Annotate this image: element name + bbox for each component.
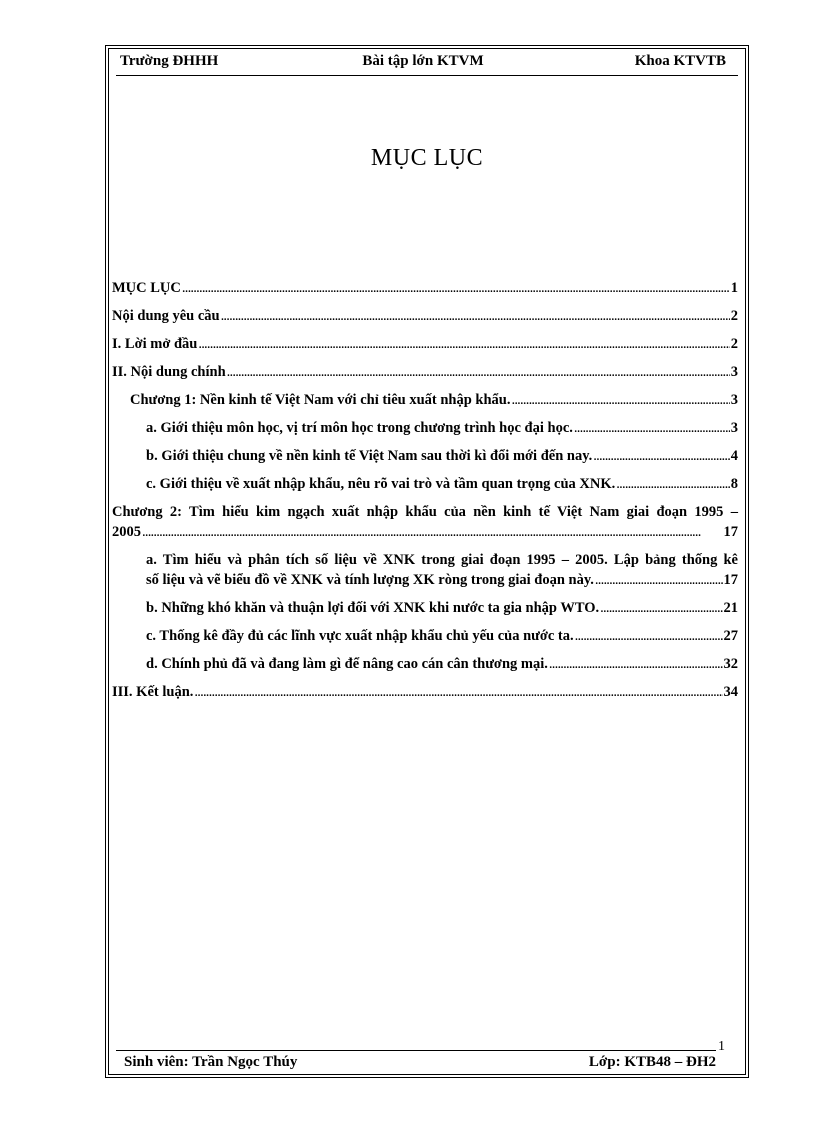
toc-leader	[593, 446, 729, 466]
toc-leader	[575, 626, 723, 646]
toc-entry[interactable]	[112, 626, 738, 654]
toc-page-number: 21	[723, 600, 738, 616]
toc-page-number: 32	[723, 656, 738, 672]
toc-entry-text: III. Kết luận.	[112, 684, 194, 700]
toc-entry-text-line1: Chương 2: Tìm hiểu kim ngạch xuất nhập khẩu của nền kinh tế Việt Nam giai đoạn 1995 –	[112, 504, 738, 520]
toc-entry[interactable]	[112, 306, 738, 334]
toc-entry[interactable]	[112, 598, 738, 626]
toc-entry[interactable]	[112, 362, 738, 390]
toc-page-number: 4	[730, 448, 738, 464]
toc-leader	[194, 682, 722, 702]
toc-page-number: 34	[723, 684, 738, 700]
header-school: Trường ĐHHH	[120, 53, 219, 69]
toc-entry[interactable]	[112, 334, 738, 362]
toc-entry[interactable]	[112, 550, 738, 590]
toc-entry[interactable]	[112, 654, 738, 682]
toc-leader	[182, 278, 730, 298]
header-faculty: Khoa KTVTB	[634, 53, 726, 69]
toc-page-number: 17	[723, 524, 738, 540]
page-number: 1	[718, 1039, 725, 1054]
toc-entry-text: b. Những khó khăn và thuận lợi đối với XNK khi nước ta gia nhập WTO.	[146, 600, 600, 616]
toc-page-number: 2	[730, 308, 738, 324]
toc-entry-text: II. Nội dung chính	[112, 364, 226, 380]
toc-leader	[227, 362, 730, 382]
toc-leader	[600, 598, 722, 618]
toc-page-number: 1	[730, 280, 738, 296]
toc-leader	[595, 570, 723, 590]
toc-page-number: 8	[730, 476, 738, 492]
toc-page-number: 2	[730, 336, 738, 352]
toc-leader	[198, 334, 729, 354]
toc-entry-text: I. Lời mở đầu	[112, 336, 198, 352]
toc-page-number: 3	[730, 364, 738, 380]
page-header	[120, 53, 726, 73]
toc-entry-text: Nội dung yêu cầu	[112, 308, 220, 324]
toc-entry-text-line1: a. Tìm hiểu và phân tích số liệu về XNK trong giai đoạn 1995 – 2005. Lập bảng thống kê	[146, 552, 738, 568]
toc-page-number: 3	[730, 392, 738, 408]
toc-entry[interactable]	[112, 446, 738, 474]
footer-class: Lớp: KTB48 – ĐH2	[588, 1054, 716, 1070]
table-of-contents	[112, 278, 738, 710]
toc-entry-text: c. Thống kê đầy đủ các lĩnh vực xuất nhập khẩu chủ yếu của nước ta.	[146, 628, 574, 644]
toc-leader	[511, 390, 729, 410]
header-divider	[116, 75, 738, 76]
toc-entry-chapter-1[interactable]	[112, 390, 738, 418]
toc-entry-text: MỤC LỤC	[112, 280, 181, 296]
toc-leader	[574, 418, 730, 438]
toc-entry-text-line2: 2005	[112, 524, 141, 540]
toc-leader	[142, 522, 723, 542]
page-footer	[124, 1054, 716, 1074]
header-assignment: Bài tập lớn KTVM	[362, 53, 484, 69]
toc-entry-text: Chương 1: Nền kinh tế Việt Nam với chỉ tiêu xuất nhập khẩu.	[130, 392, 511, 408]
toc-entry[interactable]	[112, 278, 738, 306]
toc-entry-text: b. Giới thiệu chung về nền kinh tế Việt Nam sau thời kì đổi mới đến nay.	[146, 448, 593, 464]
toc-page-number: 3	[730, 420, 738, 436]
toc-entry-text: c. Giới thiệu về xuất nhập khẩu, nêu rõ vai trò và tầm quan trọng của XNK.	[146, 476, 616, 492]
toc-leader	[616, 474, 729, 494]
toc-entry[interactable]	[112, 418, 738, 446]
toc-entry-text-line2: số liệu và vẽ biểu đồ về XNK và tính lượng XK ròng trong giai đoạn này.	[146, 572, 594, 588]
footer-student: Sinh viên: Trần Ngọc Thúy	[124, 1054, 298, 1070]
toc-leader	[549, 654, 723, 674]
toc-entry[interactable]	[112, 474, 738, 502]
toc-page-number: 17	[723, 572, 738, 588]
footer-divider	[116, 1050, 716, 1051]
toc-entry-chapter-2[interactable]	[112, 502, 738, 542]
toc-page-number: 27	[723, 628, 738, 644]
page-title: MỤC LỤC	[370, 145, 484, 171]
toc-leader	[221, 306, 730, 326]
toc-entry-text: d. Chính phủ đã và đang làm gì để nâng cao cán cân thương mại.	[146, 656, 548, 672]
toc-entry[interactable]	[112, 682, 738, 710]
toc-entry-text: a. Giới thiệu môn học, vị trí môn học trong chương trình học đại học.	[146, 420, 573, 436]
